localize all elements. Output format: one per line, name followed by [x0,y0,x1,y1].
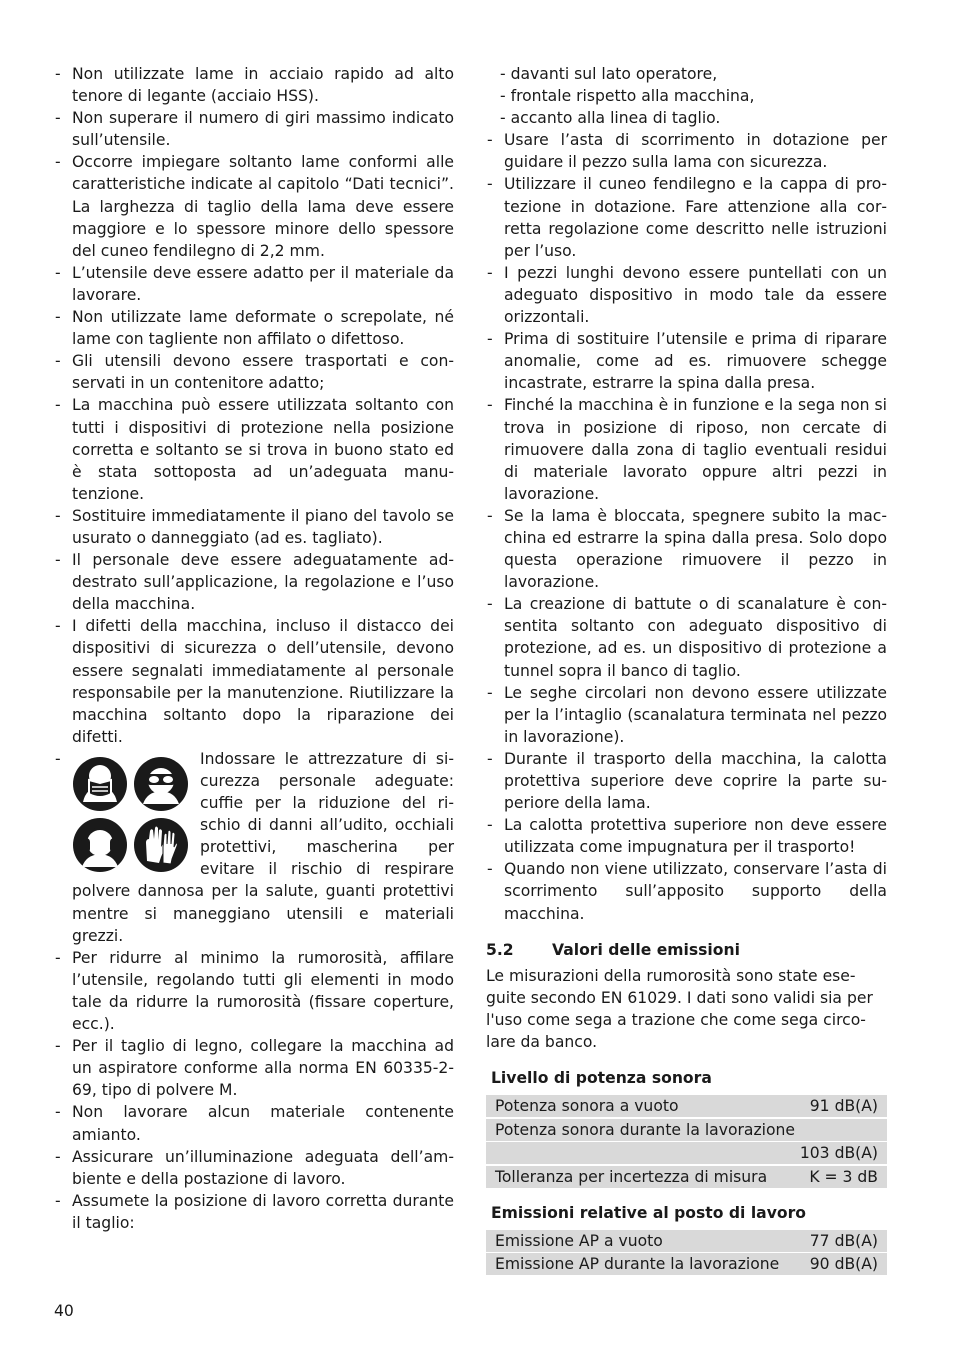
list-item: - Per ridurre al minimo la rumorosità, affilare l’utensile, regolando tutti gli elementi in modo tale da ridurre la rumorosità (fissare coperture, ecc.). [54,947,454,1035]
list-item: - La creazione di battute o di scanalature è consentita soltanto con adeguato dispositivo di protezione, ad es. un dispositivo di protezione a tunnel sopra il banco di taglio. [486,593,887,681]
list-item: - Quando non viene utilizzato, conservare l’asta di scorrimento sull’apposito supporto della macchina. [486,858,887,924]
table-row [486,1166,887,1188]
table-row [486,1095,887,1117]
row-value: 91 dB(A) [809,1097,878,1116]
list-item: - Finché la macchina è in funzione e la sega non si trova in posizione di riposo, non cercate di rimuovere dalla zona di taglio eventuali residui di materiale lavorato oppure altri pezzi in lavorazione. [486,394,887,504]
row-value: 103 dB(A) [799,1144,878,1163]
list-item: - Non utilizzate lame in acciaio rapido ad alto tenore di legante (acciaio HSS). [54,63,454,107]
page-number: 40 [54,1302,74,1320]
list-item: - Il personale deve essere adeguatamente addestrato sull’applicazione, la regolazione e l’uso della macchina. [54,549,454,615]
right-column [486,63,887,1277]
section-title: Valori delle emissioni [552,940,740,959]
position-item: - davanti sul lato operatore, [500,65,718,83]
position-item: - frontale rispetto alla macchina, [500,87,755,106]
list-item: - Occorre impiegare soltanto lame conformi alle caratteristiche indicate al capitolo “Dati tecnici”. La larghezza di taglio della lama deve essere maggiore e lo spessore minore dello spessore del cuneo fendilegno di 2,2 mm. [54,151,454,261]
safety-list-3 [486,129,887,924]
list-item: - Non lavorare alcun materiale contenente amianto. [54,1101,454,1145]
list-item: - Durante il trasporto della macchina, la calotta protettiva superiore deve coprire la parte superiore della lama. [486,748,887,814]
row-value: 77 dB(A) [809,1231,878,1250]
row-label: Potenza sonora a vuoto [495,1097,679,1116]
list-item: - Non utilizzate lame deformate o screpolate, né lame con tagliente non affilato o difettoso. [54,306,454,350]
workplace-emission-heading: Emissioni relative al posto di lavoro [491,1203,806,1222]
safety-list-2 [54,947,454,1234]
list-item: - Gli utensili devono essere trasportati e conservati in un contenitore adatto; [54,350,454,394]
table-row [486,1142,887,1164]
ear-protection-icon [72,817,128,873]
dust-mask-icon [72,756,128,812]
safety-list-1 [54,63,454,748]
table-row [486,1119,887,1141]
list-item: - I pezzi lunghi devono essere puntellati con un adeguato dispositivo in modo tale da essere orizzontali. [486,262,887,328]
workplace-emission-table [486,1230,887,1276]
list-item: - Prima di sostituire l’utensile e prima di riparare anomalie, come ad es. rimuovere schegge incastrate, estrarre la spina dalla presa. [486,328,887,394]
row-value: K = 3 dB [809,1167,878,1186]
list-item: - Assicurare un’illuminazione adeguata dell’ambiente e della postazione di lavoro. [54,1146,454,1190]
left-column [54,63,454,1234]
table-row [486,1253,887,1275]
safety-goggles-icon [133,756,189,812]
protective-gloves-icon [133,817,189,873]
row-label: Emissione AP a vuoto [495,1231,663,1250]
list-item: - Non superare il numero di giri massimo indicato sull’utensile. [54,107,454,151]
ppe-item [54,748,454,947]
section-number: 5.2 [486,940,514,959]
position-item: - accanto alla linea di taglio. [500,109,721,128]
ppe-text: - Indossare le attrezzature di sicurezza personale adeguate: cuffie per la riduzione del rischio di danni all’udito, occhiali protettivi, mascherina per evitare il rischio di respirare polvere dannosa per la salute, guanti protettivi mentre si maneggiano utensili e materiali grezzi. [72,749,454,945]
row-label: Tolleranza per incertezza di misura [495,1167,768,1186]
row-label: Potenza sonora durante la lavorazione [495,1120,795,1139]
list-item: - Se la lama è bloccata, spegnere subito la macchina ed estrarre la spina dalla presa. Solo dopo questa operazione rimuovere il pezzo in lavorazione. [486,505,887,593]
list-item: - I difetti della macchina, incluso il distacco dei dispositivi di sicurezza o dell’utensile, devono essere segnalati immediatamente al personale responsabile per la manutenzione. Riutilizzare la macchina soltanto dopo la riparazione dei difetti. [54,615,454,748]
sound-power-heading: Livello di potenza sonora [491,1069,712,1088]
list-item: - Sostituire immediatamente il piano del tavolo se usurato o danneggiato (ad es. tagliato). [54,505,454,549]
list-item: - Utilizzare il cuneo fendilegno e la cappa di protezione in dotazione. Fare attenzione alla corretta regolazione come descritto nelle istruzioni per l’uso. [486,173,887,261]
list-item: - L’utensile deve essere adatto per il materiale da lavorare. [54,262,454,306]
ppe-icons [72,756,190,874]
section-heading [486,939,887,961]
list-item: - La calotta protettiva superiore non deve essere utilizzata come impugnatura per il trasporto! [486,814,887,858]
list-item: - Le seghe circolari non devono essere utilizzate per la l’intaglio (scanalatura terminata nel pezzo in lavorazione). [486,682,887,748]
table-row [486,1230,887,1252]
row-value: 90 dB(A) [809,1255,878,1274]
list-item: - Per il taglio di legno, collegare la macchina ad un aspiratore conforme alla norma EN 60335-2-69, tipo di polvere M. [54,1035,454,1101]
list-item: - Assumete la posizione di lavoro corretta durante il taglio: [54,1190,454,1234]
list-item: - Usare l’asta di scorrimento in dotazione per guidare il pezzo sulla lama con sicurezza. [486,129,887,173]
row-label: Emissione AP durante la lavorazione [495,1255,780,1274]
list-item: - La macchina può essere utilizzata soltanto con tutti i dispositivi di protezione nella posizione corretta e soltanto se si trova in buono stato ed è stata sottoposta ad un’adeguata manutenzione. [54,394,454,504]
section-intro: Le misurazioni della rumorosità sono state eseguite secondo EN 61029. I dati sono validi sia per l'uso come sega a trazione che come sega circolare da banco. [486,966,873,1052]
sound-power-table [486,1095,887,1188]
work-position-list [486,63,887,129]
